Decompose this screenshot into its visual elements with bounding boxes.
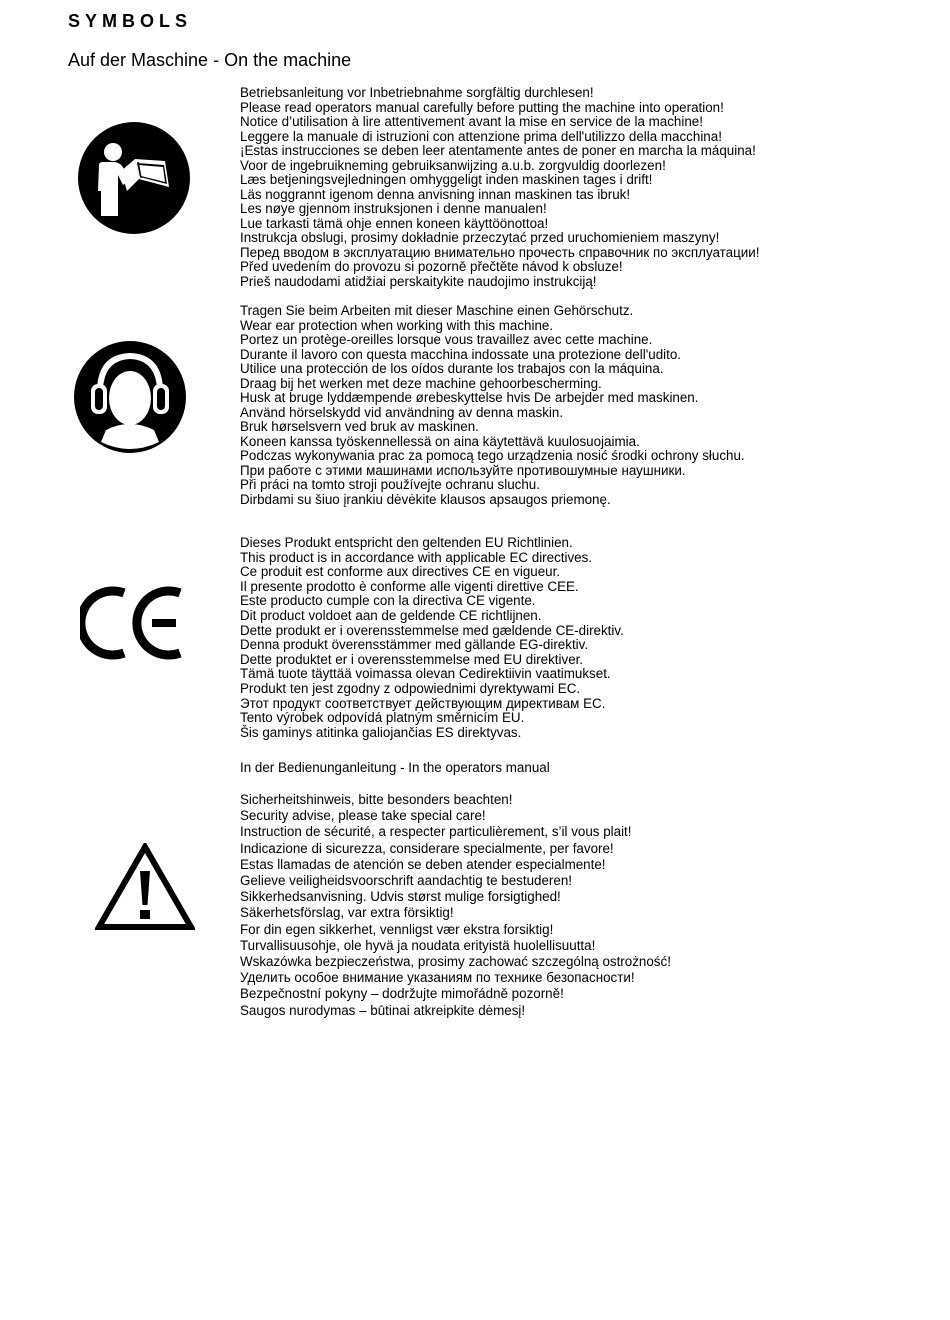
text-line: Dette produktet er i overensstemmelse med EU direktiver. bbox=[240, 651, 584, 667]
text-line: Læs betjeningsvejledningen omhyggeligt inden maskinen tages i drift! bbox=[240, 172, 653, 187]
text-line: Šis gaminys atitinka galiojančias ES direktyvas. bbox=[240, 724, 522, 740]
text-line: Podczas wykonywania prac za pomocą tego urządzenia nosić środki ochrony słuchu. bbox=[240, 448, 745, 463]
operators-manual-heading: In der Bedienunganleitung - In the operators manual bbox=[240, 760, 550, 775]
ear-protection-icon bbox=[73, 340, 187, 454]
text-line: Draag bij het werken met deze machine gehoorbescherming. bbox=[240, 375, 602, 391]
page-subtitle: Auf der Maschine - On the machine bbox=[68, 50, 352, 70]
text-line: Bruk hørselsvern ved bruk av maskinen. bbox=[240, 419, 479, 434]
ce-conformity-text bbox=[240, 536, 940, 740]
text-line: Voor de ingebruikneming gebruiksanwijzing a.u.b. zorgvuldig doorlezen! bbox=[240, 157, 666, 173]
read-manual-icon bbox=[77, 121, 191, 235]
text-line: Produkt ten jest zgodny z odpowiednimi dyrektywami EC. bbox=[240, 680, 581, 696]
ear-protection-text bbox=[240, 304, 940, 507]
text-line: Instrukcja obslugi, prosimy dokładnie przeczytać przed uruchomieniem maszyny! bbox=[240, 230, 720, 245]
text-line: При работе с этими машинами используйте противошумные наушники. bbox=[240, 462, 686, 478]
text-line: Этот продукт соответствует действующим директивам EC. bbox=[240, 695, 606, 711]
text-line: For din egen sikkerhet, vennligst vær ekstra forsiktig! bbox=[240, 921, 554, 937]
warning-triangle-icon bbox=[95, 843, 195, 931]
text-line: This product is in accordance with applicable EC directives. bbox=[240, 549, 593, 565]
text-line: Prieš naudodami atidžiai perskaitykite naudojimo instrukciją! bbox=[240, 273, 597, 289]
text-line: Tragen Sie beim Arbeiten mit dieser Maschine einen Gehörschutz. bbox=[240, 303, 634, 318]
text-line: Husk at bruge lyddæmpende ørebeskyttelse hvis De arbejder med maskinen. bbox=[240, 390, 699, 405]
ce-mark-icon bbox=[80, 585, 184, 661]
text-line: Ce produit est conforme aux directives CE en vigueur. bbox=[240, 564, 561, 580]
text-line: Lue tarkasti tämä ohje ennen koneen käyttöönottoa! bbox=[240, 215, 549, 231]
text-line: Saugos nurodymas – būtinai atkreipkite dėmesį! bbox=[240, 1002, 526, 1018]
text-line: Durante il lavoro con questa macchina indossate una protezione dell'udito. bbox=[240, 346, 682, 362]
text-line: Please read operators manual carefully before putting the machine into operation! bbox=[240, 99, 724, 115]
text-line: Před uvedením do provozu si pozorně přečtěte návod k obsluze! bbox=[240, 259, 623, 274]
text-line: Leggere la manuale di istruzioni con attenzione prima dell'utilizzo della macchina! bbox=[240, 128, 722, 144]
page-title: SYMBOLS bbox=[68, 11, 193, 31]
text-line: Este producto cumple con la directiva CE vigente. bbox=[240, 593, 536, 609]
text-line: Läs noggrannt igenom denna anvisning innan maskinen tas ibruk! bbox=[240, 186, 631, 202]
text-line: Gelieve veiligheidsvoorschrift aandachtig te bestuderen! bbox=[240, 873, 572, 889]
safety-warning-text bbox=[240, 792, 940, 1019]
text-line: Security advise, please take special care! bbox=[240, 808, 486, 824]
text-line: Utilice una protección de los oídos durante los trabajos con la máquina. bbox=[240, 361, 664, 376]
text-line: Sicherheitshinweis, bitte besonders beachten! bbox=[240, 792, 513, 807]
text-line: Turvallisuusohje, ole hyvä ja noudata erityistä huolellisuutta! bbox=[240, 937, 596, 953]
text-line: Betriebsanleitung vor Inbetriebnahme sorgfältig durchlesen! bbox=[240, 85, 594, 100]
text-line: Dieses Produkt entspricht den geltenden EU Richtlinien. bbox=[240, 535, 573, 550]
text-line: Tento výrobek odpovídá platným směrnicím EU. bbox=[240, 710, 525, 726]
text-line: Instruction de sécurité, a respecter particulièrement, s’il vous plait! bbox=[240, 824, 632, 840]
text-line: Уделить особое внимание указаниям по технике безопасности! bbox=[240, 970, 635, 986]
text-line: Перед вводом в эксплуатацию внимательно прочесть справочник по эксплуатации! bbox=[240, 244, 760, 260]
text-line: Koneen kanssa työskennellessä on aina käytettävä kuulosuojaimia. bbox=[240, 433, 640, 449]
text-line: Säkerhetsförslag, var extra försiktig! bbox=[240, 905, 454, 921]
text-line: Dirbdami su šiuo įrankiu dėvėkite klausos apsaugos priemonę. bbox=[240, 491, 611, 507]
manual-warning-text bbox=[240, 86, 940, 289]
text-line: Bezpečnostní pokyny – dodržujte mimořádně pozorně! bbox=[240, 986, 564, 1002]
text-line: Indicazione di sicurezza, considerare specialmente, per favore! bbox=[240, 840, 614, 856]
text-line: Les nøye gjennom instruksjonen i denne manualen! bbox=[240, 201, 547, 216]
text-line: Estas llamadas de atención se deben atender especialmente! bbox=[240, 856, 606, 872]
text-line: Använd hörselskydd vid användning av denna maskin. bbox=[240, 404, 564, 420]
text-line: Sikkerhedsanvisning. Udvis størst mulige forsigtighed! bbox=[240, 889, 561, 905]
text-line: Denna produkt överensstämmer med gällande EG-direktiv. bbox=[240, 637, 589, 653]
text-line: Il presente prodotto è conforme alle vigenti direttive CEE. bbox=[240, 578, 579, 594]
text-line: Tämä tuote täyttää voimassa olevan Cedirektiivin vaatimukset. bbox=[240, 666, 611, 682]
text-line: Wear ear protection when working with this machine. bbox=[240, 317, 554, 333]
text-line: Notice d’utilisation à lire attentivement avant la mise en service de la machine! bbox=[240, 114, 703, 129]
text-line: Dette produkt er i overensstemmelse med gældende CE-direktiv. bbox=[240, 622, 624, 638]
text-line: Dit product voldoet aan de geldende CE richtlijnen. bbox=[240, 607, 542, 623]
text-line: Portez un protège-oreilles lorsque vous travaillez avec cette machine. bbox=[240, 332, 653, 347]
text-line: Při práci na tomto stroji používejte ochranu sluchu. bbox=[240, 477, 540, 492]
text-line: Wskazówka bezpieczeństwa, prosimy zachować szczególną ostrożność! bbox=[240, 954, 671, 970]
text-line: ¡Estas instrucciones se deben leer atentamente antes de poner en marcha la máquina! bbox=[240, 143, 756, 158]
